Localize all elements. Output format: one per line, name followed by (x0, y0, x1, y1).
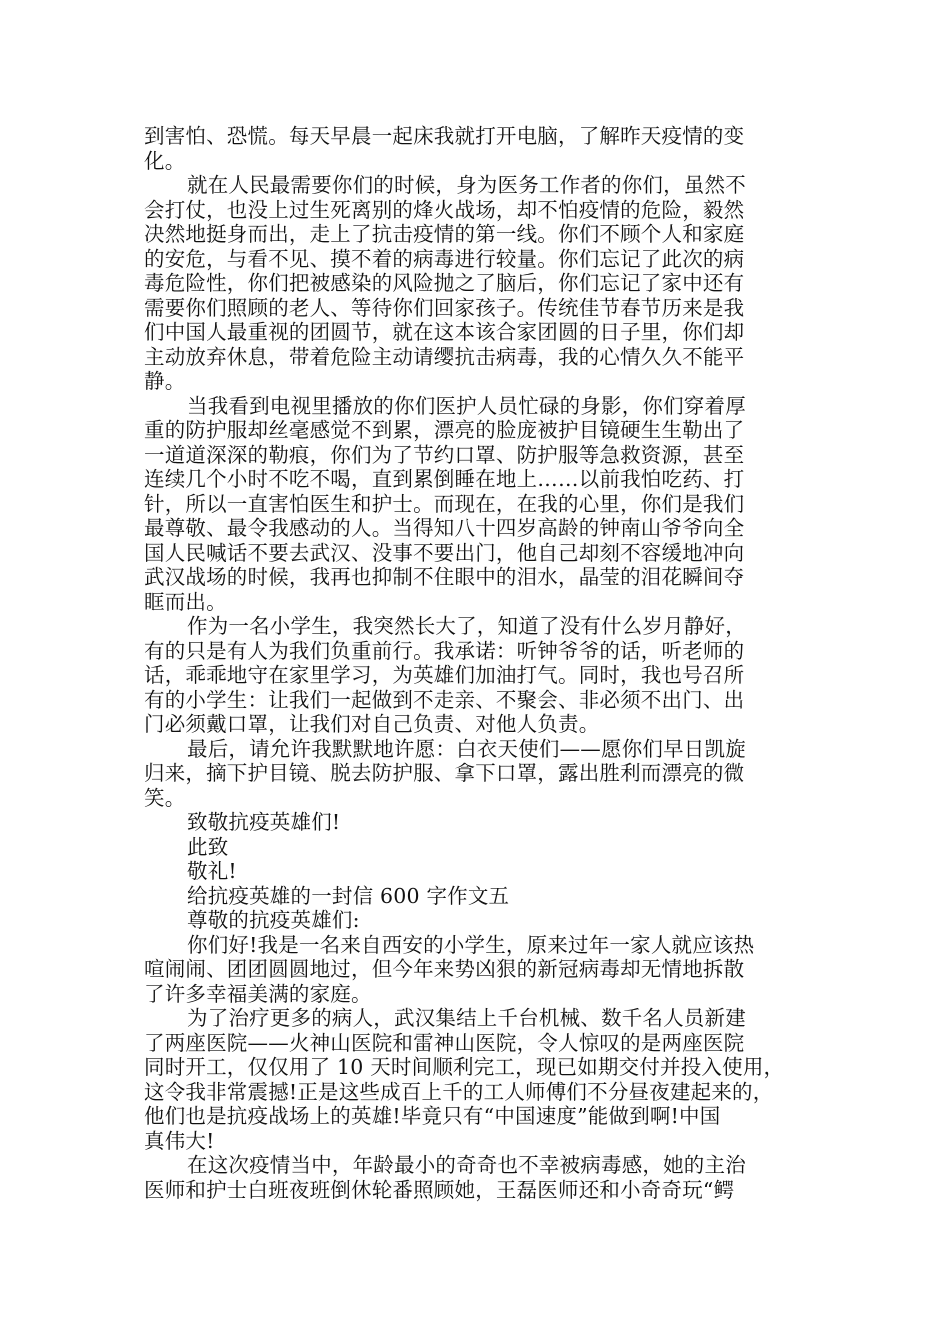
text-line: 真伟大! (144, 1128, 215, 1153)
text-line: 国人民喊话不要去武汉、没事不要出门，他自己却刻不容缓地冲向 (144, 540, 745, 565)
text-line: 医师和护士白班夜班倒休轮番照顾她，王磊医师还和小奇奇玩“鳄 (144, 1177, 735, 1202)
text-line: 当我看到电视里播放的你们医护人员忙碌的身影，你们穿着厚 (187, 393, 746, 418)
text-line: 需要你们照顾的老人、等待你们回家孩子。传统佳节春节历来是我 (144, 295, 745, 320)
text-line: 连续几个小时不吃不喝，直到累倒睡在地上……以前我怕吃药、打 (144, 467, 745, 491)
text-line: 他们也是抗疫战场上的英雄!毕竟只有“中国速度”能做到啊!中国 (144, 1104, 721, 1128)
text-line: 就在人民最需要你们的时候，身为医务工作者的你们，虽然不 (187, 173, 746, 197)
text-line: 会打仗，也没上过生死离别的烽火战场，却不怕疫情的危险，毅然 (144, 197, 745, 222)
text-line: 作为一名小学生，我突然长大了，知道了没有什么岁月静好， (187, 614, 746, 638)
text-line: 为了治疗更多的病人，武汉集结上千台机械、数千名人员新建 (187, 1006, 746, 1030)
text-line: 到害怕、恐慌。每天早晨一起床我就打开电脑，了解昨天疫情的变 (144, 124, 745, 148)
text-line: 喧闹闹、团团圆圆地过，但今年来势凶狠的新冠病毒却无情地拆散 (144, 957, 745, 981)
text-line: 主动放弃休息，带着危险主动请缨抗击病毒，我的心情久久不能平 (144, 344, 745, 369)
text-line: 此致 (187, 834, 229, 859)
text-line: 毒危险性，你们把被感染的风险抛之了脑后，你们忘记了家中还有 (144, 271, 745, 295)
text-line: 化。 (144, 148, 186, 173)
text-line: 笑。 (144, 785, 186, 810)
text-line: 武汉战场的时候，我再也抑制不住眼中的泪水，晶莹的泪花瞬间夺 (144, 565, 745, 589)
text-line: 重的防护服却丝毫感觉不到累，漂亮的脸庞被护目镜硬生生勒出了 (144, 418, 745, 442)
text-line: 门必须戴口罩，让我们对自己负责、对他人负责。 (144, 712, 600, 736)
text-line: 最尊敬、最令我感动的人。当得知八十四岁高龄的钟南山爷爷向全 (144, 516, 745, 540)
text-line: 了两座医院——火神山医院和雷神山医院，令人惊叹的是两座医院 (144, 1030, 745, 1055)
text-line: 们中国人最重视的团圆节，就在这本该合家团圆的日子里，你们却 (144, 320, 745, 344)
text-line: 给抗疫英雄的一封信 600 字作文五 (187, 883, 510, 908)
text-line: 致敬抗疫英雄们! (187, 810, 341, 834)
text-line: 同时开工，仅仅用了 10 天时间顺利完工，现已如期交付并投入使用， (144, 1055, 785, 1079)
text-line: 在这次疫情当中，年龄最小的奇奇也不幸被病毒感，她的主治 (187, 1153, 746, 1177)
text-line: 有的只是有人为我们负重前行。我承诺：听钟爷爷的话，听老师的 (144, 638, 745, 663)
text-line: 一道道深深的勒痕，你们为了节约口罩、防护服等急救资源，甚至 (144, 442, 745, 467)
text-line: 眶而出。 (144, 589, 227, 614)
text-line: 话，乖乖地守在家里学习，为英雄们加油打气。同时，我也号召所 (144, 663, 745, 687)
text-line: 决然地挺身而出，走上了抗击疫情的第一线。你们不顾个人和家庭 (144, 222, 745, 246)
text-line: 静。 (144, 369, 186, 393)
text-line: 有的小学生：让我们一起做到不走亲、不聚会、非必须不出门、出 (144, 687, 745, 712)
text-line: 针，所以一直害怕医生和护士。而现在，在我的心里，你们是我们 (144, 491, 745, 516)
text-line: 归来，摘下护目镜、脱去防护服、拿下口罩，露出胜利而漂亮的微 (144, 761, 745, 785)
text-line: 最后，请允许我默默地许愿：白衣天使们——愿你们早日凯旋 (187, 736, 746, 761)
text-line: 尊敬的抗疫英雄们: (187, 908, 360, 932)
text-line: 你们好!我是一名来自西安的小学生，原来过年一家人就应该热 (187, 932, 755, 957)
text-line: 的安危，与看不见、摸不着的病毒进行较量。你们忘记了此次的病 (144, 246, 745, 271)
text-line: 了许多幸福美满的家庭。 (144, 981, 372, 1006)
document-page (144, 124, 810, 1202)
text-line: 这令我非常震撼!正是这些成百上千的工人师傅们不分昼夜建起来的， (144, 1079, 774, 1104)
text-line: 敬礼! (187, 859, 237, 883)
